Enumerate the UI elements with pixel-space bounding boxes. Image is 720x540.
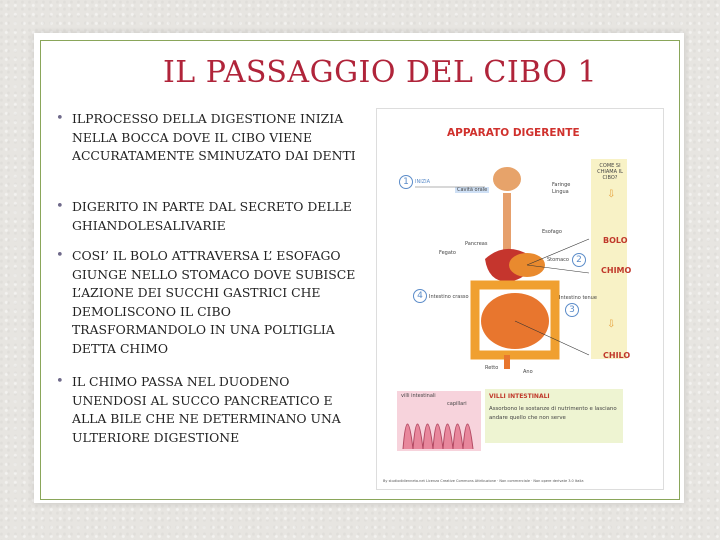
crasso-label: Intestino crasso bbox=[429, 294, 469, 300]
lingua-label: Lingua bbox=[552, 189, 569, 195]
esofago-label: Esofago bbox=[542, 229, 562, 235]
bullet-text: COSI’ IL BOLO ATTRAVERSA L’ ESOFAGO GIUNGE NELLO STOMACO DOVE SUBISCE L’AZIONE DEI SUCCHI GASTRICI CHE DEMOLISCONO IL CIBO TRASFORMANDOLO IN UNA POLTIGLIA DETTA CHIMO bbox=[72, 248, 356, 356]
villi-info-box bbox=[485, 389, 623, 443]
arrow-down-icon: ⇩ bbox=[607, 189, 616, 200]
stage-chimo: CHIMO bbox=[601, 266, 632, 275]
villi-illustration bbox=[397, 391, 481, 451]
head-shape bbox=[493, 167, 521, 191]
digestive-system-figure bbox=[376, 108, 664, 490]
stage-bolo: BOLO bbox=[603, 236, 628, 245]
bullet-icon: • bbox=[56, 374, 64, 389]
stomaco-label: Stomaco bbox=[547, 257, 569, 263]
fegato-label: Fegato bbox=[439, 250, 456, 256]
figure-title: APPARATO DIGERENTE bbox=[447, 127, 580, 139]
step-number: 4 bbox=[413, 289, 427, 303]
arrow-down-icon: ⇩ bbox=[607, 319, 616, 330]
pancreas-label: Pancreas bbox=[465, 241, 488, 247]
villi-label: villi intestinali bbox=[401, 393, 436, 399]
step-number: 2 bbox=[572, 253, 586, 267]
bullet-text: DIGERITO IN PARTE DAL SECRETO DELLE GHIANDOLESALIVARIE bbox=[72, 199, 352, 233]
bullet-text: ILPROCESSO DELLA DIGESTIONE INIZIA NELLA BOCCA DOVE IL CIBO VIENE ACCURATAMENTE SMINUZATO DAI DENTI bbox=[72, 111, 356, 163]
villi-text: Assorbono le sostanze di nutrimento e lasciano andare quello che non serve bbox=[489, 406, 617, 421]
slide-title: IL PASSAGGIO DEL CIBO 1 bbox=[162, 55, 598, 90]
bullet-icon: • bbox=[56, 111, 64, 126]
ano-label: Ano bbox=[523, 369, 533, 375]
figure-credit: By studiodidienneta.net Licenza Creative Commons Attribuzione · Non commerciale · Non opere derivate 3.0 Italia bbox=[383, 479, 584, 483]
bullet-item bbox=[56, 198, 356, 235]
question-label: COME SI CHIAMA IL CIBO? bbox=[597, 163, 623, 181]
step-number: 1 bbox=[399, 175, 413, 189]
villi-heading: VILLI INTESTINALI bbox=[489, 393, 550, 400]
tenue-label: Intestino tenue bbox=[559, 295, 597, 301]
bullet-item bbox=[56, 110, 356, 166]
retto-label: Retto bbox=[485, 365, 499, 371]
inizia-label: INIZIA bbox=[415, 179, 431, 185]
faringe-label: Faringe bbox=[552, 182, 571, 188]
bullet-icon: • bbox=[56, 199, 64, 214]
bullet-item bbox=[56, 373, 356, 447]
bullet-item bbox=[56, 247, 356, 358]
bullet-icon: • bbox=[56, 248, 64, 263]
cavita-label: Cavità orale bbox=[457, 187, 488, 193]
stage-chilo: CHILO bbox=[603, 351, 631, 360]
leader-line bbox=[527, 239, 589, 265]
capillari-label: capillari bbox=[447, 401, 467, 407]
step-number: 3 bbox=[565, 303, 579, 317]
bullet-text: IL CHIMO PASSA NEL DUODENO UNENDOSI AL SUCCO PANCREATICO E ALLA BILE CHE NE DETERMINANO UNA ULTERIORE DIGESTIONE bbox=[72, 374, 341, 445]
